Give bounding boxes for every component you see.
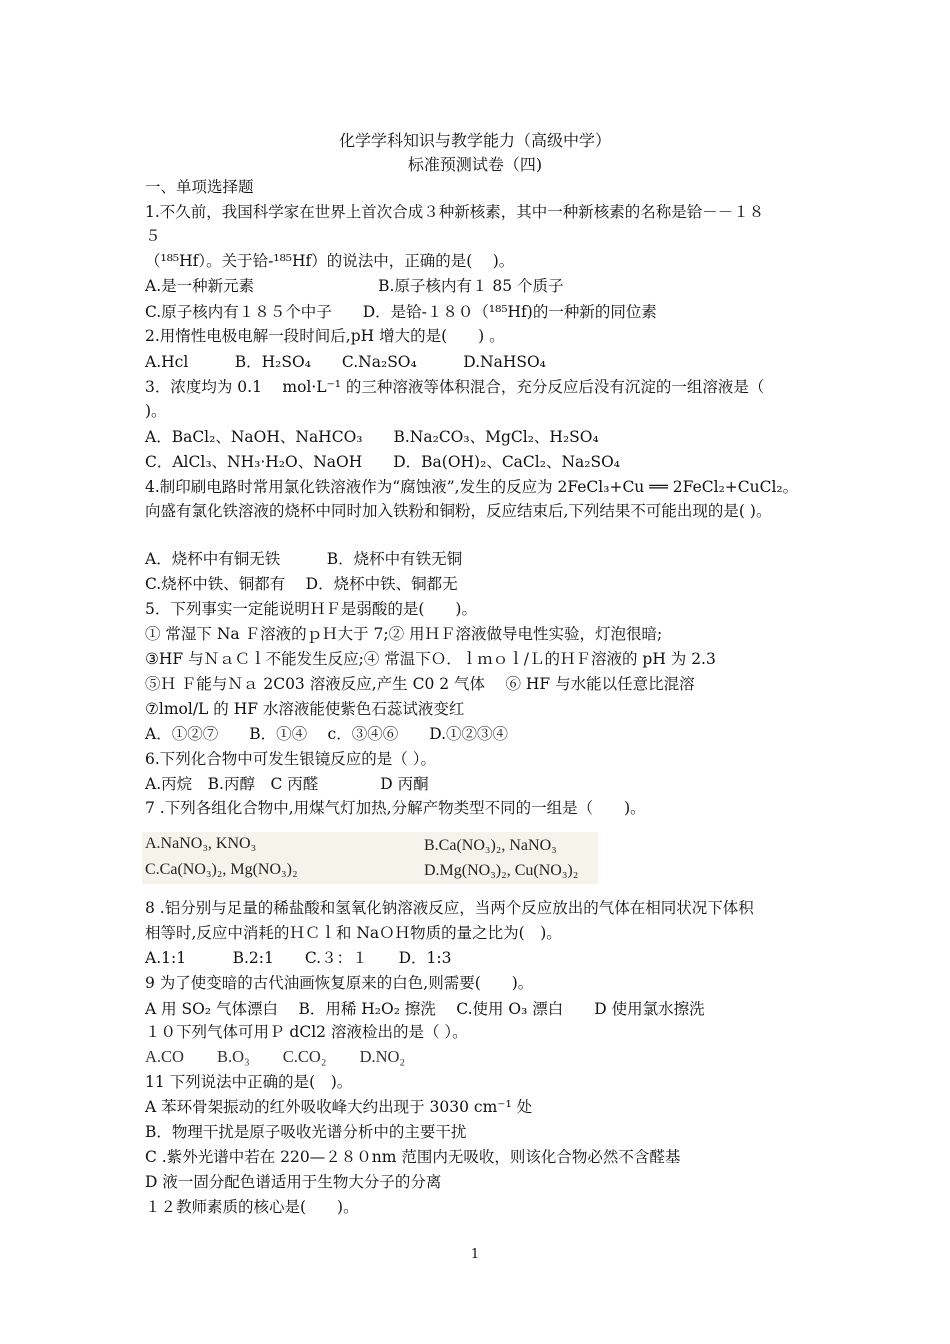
- q4-stem-line1: 4.制印刷电路时常用氯化铁溶液作为“腐蚀液”,发生的反应为 2FeCl₃+Cu ══ 2FeCl₂+CuCl₂。: [145, 478, 799, 496]
- q8-stem-line2: 相等时,反应中消耗的ＨＣｌ和 NaＯＨ物质的量之比为( )。: [145, 924, 562, 942]
- q2-options: A.Hcl B．H₂SO₄ C.Na₂SO₄ D.NaHSO₄: [145, 353, 546, 371]
- q7-options-image: [142, 832, 598, 884]
- q3-options-cd: C．AlCl₃、NH₃·H₂O、NaOH D．Ba(OH)₂、CaCl₂、Na₂SO₄: [145, 453, 621, 471]
- q1-stem-line1: 1.不久前，我国科学家在世界上首次合成３种新核素，其中一种新核素的名称是铪－－１８: [145, 203, 765, 221]
- q5-options: A．①②⑦ B．①④ c．③④⑥ D.①②③④: [145, 725, 508, 743]
- q9-options: A 用 SO₂ 气体漂白 B．用稀 H₂O₂ 擦洗 C.使用 O₃ 漂白 D 使用氯水擦洗: [145, 1000, 705, 1018]
- q8-options: A.1:1 B.2:1 C.３：１ D．1:3: [145, 949, 452, 967]
- q7-option-a: A.NaNO₃, KNO₃: [145, 835, 257, 852]
- q2-stem: 2.用惰性电极电解一段时间后,pH 增大的是( ) 。: [145, 327, 505, 345]
- q5-fact-3-4: ③HF 与ＮａＣｌ不能发生反应;④ 常温下Ｏ．ｌｍｏｌ/Ｌ的ＨＦ溶液的 pH 为 2.3: [145, 650, 716, 668]
- q5-fact-7: ⑦lmol/L 的 HF 水溶液能使紫色石蕊试液变红: [145, 700, 465, 718]
- q11-stem: 11 下列说法中正确的是( )。: [145, 1073, 353, 1091]
- q9-stem: 9 为了使变暗的古代油画恢复原来的白色,则需要( )。: [145, 974, 534, 992]
- q1-stem-line2: ５: [145, 227, 161, 245]
- q6-stem: 6.下列化合物中可发生银镜反应的是（ ）。: [145, 750, 436, 768]
- q7-option-d: D.Mg(NO₃)₂, Cu(NO₃)₂: [424, 862, 579, 879]
- q1-options-cd: C.原子核内有１８５个中子 D．是铪-１８０（¹⁸⁵Hf)的一种新的同位素: [145, 303, 657, 321]
- q4-options-cd: C.烧杯中铁、铜都有 D．烧杯中铁、铜都无: [145, 575, 458, 593]
- q12-stem: １２教师素质的核心是( )。: [145, 1198, 359, 1216]
- document-subtitle: 标准预测试卷（四): [407, 155, 543, 174]
- document-title: 化学学科知识与教学能力（高级中学）: [338, 131, 611, 150]
- q6-options: A.丙烷 B.丙醇 C 丙醛 D 丙酮: [145, 775, 429, 793]
- q4-stem-line2: 向盛有氯化铁溶液的烧杯中同时加入铁粉和铜粉，反应结束后,下列结果不可能出现的是( )。: [145, 502, 772, 520]
- q5-fact-1-2: ① 常湿下 Na Ｆ溶液的ｐＨ大于 7;② 用ＨＦ溶液做导电性实验，灯泡很暗;: [145, 625, 663, 643]
- q11-option-a: A 苯环骨架振动的红外吸收峰大约出现于 3030 cm⁻¹ 处: [145, 1098, 533, 1116]
- q7-option-b: B.Ca(NO₃)₂, NaNO₃: [424, 837, 557, 854]
- q10-stem: １０下列气体可用Ｐ dCl2 溶液检出的是（ ）。: [145, 1023, 468, 1041]
- q3-stem-line2: )。: [145, 402, 167, 420]
- section-heading: 一、单项选择题: [145, 178, 254, 196]
- q3-options-ab: A．BaCl₂、NaOH、NaHCO₃ B.Na₂CO₃、MgCl₂、H₂SO₄: [145, 428, 599, 446]
- q11-option-c: C .紫外光谱中若在 220—２８０nm 范围内无吸收，则该化合物必然不含醛基: [145, 1148, 681, 1166]
- q10-options: A.CO B.O₃ C.CO₂ D.NO₂: [145, 1047, 406, 1066]
- page-number: 1: [470, 1247, 480, 1262]
- q11-option-d: D 液一固分配色谱适用于生物大分子的分离: [145, 1173, 442, 1191]
- q8-stem-line1: 8 .铝分别与足量的稀盐酸和氢氧化钠溶液反应，当两个反应放出的气体在相同状况下体积: [145, 899, 754, 917]
- q1-stem-line3: （¹⁸⁵Hf）。关于铪-¹⁸⁵Hf）的说法中，正确的是( )。: [145, 252, 515, 270]
- q4-options-ab: A．烧杯中有铜无铁 B．烧杯中有铁无铜: [145, 550, 463, 568]
- q1-options-ab: A.是一种新元素 B.原子核内有１ 85 个质子: [145, 277, 564, 295]
- q3-stem-line1: 3．浓度均为 0.1 mol·L⁻¹ 的三种溶液等体积混合，充分反应后没有沉淀的一组溶液是（: [145, 378, 765, 396]
- q5-fact-5-6: ⑤Ｈ Ｆ能与Ｎａ 2C03 溶液反应,产生 C0 2 气体 ⑥ HF 与水能以任意比混溶: [145, 675, 695, 693]
- q11-option-b: B．物理干扰是原子吸收光谱分析中的主要干扰: [145, 1123, 467, 1141]
- q7-stem: 7 .下列各组化合物中,用煤气灯加热,分解产物类型不同的一组是（ )。: [145, 799, 646, 817]
- q5-stem: 5．下列事实一定能说明ＨＦ是弱酸的是( )。: [145, 600, 477, 618]
- q7-option-c: C.Ca(NO₃)₂, Mg(NO₃)₂: [145, 861, 298, 878]
